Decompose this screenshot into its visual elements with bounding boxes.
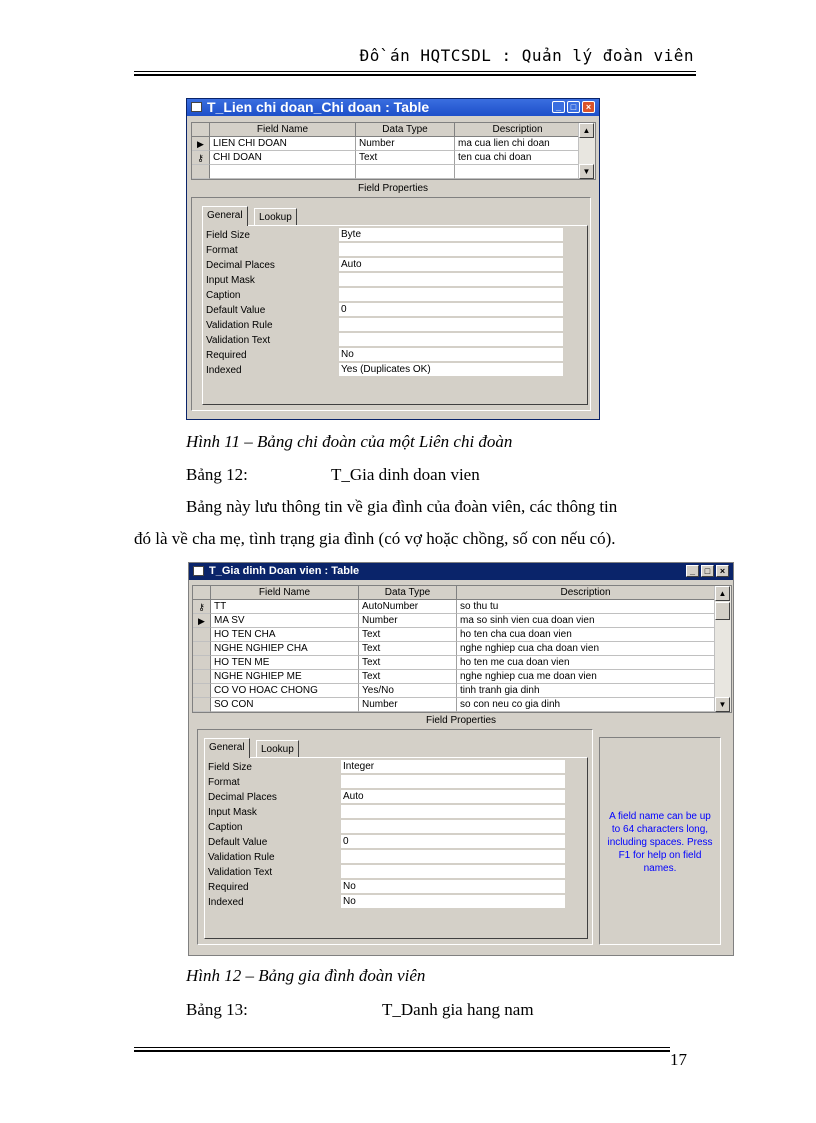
window-2-titlebar[interactable] — [189, 563, 733, 580]
prop-input-mask[interactable]: Input Mask — [203, 273, 563, 288]
field-properties-label: Field Properties — [425, 715, 497, 726]
col-data-type[interactable]: Data Type — [359, 586, 457, 600]
table-row[interactable]: ▶ MA SV Number ma so sinh vien cua doan vien — [193, 614, 715, 628]
field-properties-label: Field Properties — [357, 183, 429, 194]
grid-scrollbar[interactable] — [714, 586, 731, 712]
key-icon[interactable]: ⚷ — [193, 600, 211, 614]
prop-validation-text[interactable]: Validation Text — [203, 333, 563, 348]
minimize-button[interactable]: _ — [552, 101, 565, 113]
table-design-window-2[interactable] — [188, 562, 734, 956]
col-field-name[interactable]: Field Name — [210, 123, 356, 137]
field-grid[interactable] — [191, 122, 596, 180]
close-button[interactable]: × — [716, 565, 729, 577]
scroll-up-arrow[interactable]: ▲ — [715, 586, 730, 601]
window-1-titlebar[interactable] — [187, 99, 599, 116]
table-row[interactable] — [192, 165, 581, 179]
prop-caption[interactable]: Caption — [205, 820, 565, 835]
table-13-name: T_Danh gia hang nam — [382, 1000, 534, 1019]
prop-default-value[interactable]: Default Value 0 — [205, 835, 565, 850]
row-selector[interactable]: ▶ — [193, 614, 211, 628]
close-button[interactable]: × — [582, 101, 595, 113]
grid-header — [193, 586, 715, 600]
header-rule-thick — [134, 74, 696, 76]
col-field-name[interactable]: Field Name — [211, 586, 359, 600]
table-row[interactable]: NGHE NGHIEP ME Text nghe nghiep cua me doan vien — [193, 670, 715, 684]
table-icon — [191, 102, 202, 112]
prop-input-mask[interactable]: Input Mask — [205, 805, 565, 820]
prop-required[interactable]: Required No — [203, 348, 563, 363]
table-icon — [193, 566, 204, 576]
hint-panel — [599, 737, 721, 945]
prop-required[interactable]: Required No — [205, 880, 565, 895]
figure-caption-11: Hình 11 – Bảng chi đoàn của một Liên chi đoàn — [186, 432, 513, 451]
scroll-down-arrow[interactable]: ▼ — [715, 697, 730, 712]
prop-indexed[interactable]: Indexed No — [205, 895, 565, 910]
table-design-window-1[interactable] — [186, 98, 600, 420]
prop-validation-rule[interactable]: Validation Rule — [203, 318, 563, 333]
window-1-title: T_Lien chi doan_Chi doan : Table — [207, 99, 430, 115]
scroll-thumb[interactable] — [715, 602, 730, 620]
prop-caption[interactable]: Caption — [203, 288, 563, 303]
table-row[interactable]: ▶ LIEN CHI DOAN Number ma cua lien chi doan — [192, 137, 581, 151]
table-row[interactable]: ⚷ CHI DOAN Text ten cua chi doan — [192, 151, 581, 165]
general-properties — [202, 225, 588, 405]
minimize-button[interactable]: _ — [686, 565, 699, 577]
prop-indexed[interactable]: Indexed Yes (Duplicates OK) — [203, 363, 563, 378]
scroll-up-arrow[interactable]: ▲ — [579, 123, 594, 138]
table-13-label: Bảng 13: — [186, 1000, 248, 1019]
prop-field-size[interactable]: Field Size Byte — [203, 228, 563, 243]
grid-scrollbar[interactable] — [578, 123, 595, 179]
maximize-button[interactable]: □ — [567, 101, 580, 113]
properties-panel — [191, 197, 591, 411]
prop-validation-rule[interactable]: Validation Rule — [205, 850, 565, 865]
col-description[interactable]: Description — [455, 123, 581, 137]
col-description[interactable]: Description — [457, 586, 715, 600]
table-row[interactable]: ⚷ TT AutoNumber so thu tu — [193, 600, 715, 614]
table-12-name: T_Gia dinh doan vien — [331, 465, 480, 484]
prop-field-size[interactable]: Field Size Integer — [205, 760, 565, 775]
table-row[interactable]: HO TEN CHA Text ho ten cha cua doan vien — [193, 628, 715, 642]
prop-decimal-places[interactable]: Decimal Places Auto — [205, 790, 565, 805]
footer-rule — [134, 1047, 670, 1048]
tab-general[interactable]: General — [204, 738, 250, 758]
general-properties — [204, 757, 588, 939]
table-row[interactable]: CO VO HOAC CHONG Yes/No tinh tranh gia dinh — [193, 684, 715, 698]
paragraph-line-1: Bảng này lưu thông tin về gia đình của đoàn viên, các thông tin — [186, 497, 618, 516]
scroll-down-arrow[interactable]: ▼ — [579, 164, 594, 179]
field-name-hint: A field name can be up to 64 characters long, including spaces. Press F1 for help on field names. — [607, 811, 713, 874]
col-data-type[interactable]: Data Type — [356, 123, 455, 137]
prop-format[interactable]: Format — [203, 243, 563, 258]
window-2-title: T_Gia dinh Doan vien : Table — [209, 565, 360, 577]
page-header: Đồ án HQTCSDL : Quản lý đoàn viên — [359, 46, 694, 65]
table-row[interactable]: HO TEN ME Text ho ten me cua doan vien — [193, 656, 715, 670]
key-icon[interactable]: ⚷ — [192, 151, 210, 165]
table-12-label: Bảng 12: — [186, 465, 248, 484]
prop-validation-text[interactable]: Validation Text — [205, 865, 565, 880]
tab-lookup[interactable]: Lookup — [256, 740, 299, 758]
properties-panel — [197, 729, 593, 945]
prop-decimal-places[interactable]: Decimal Places Auto — [203, 258, 563, 273]
footer-rule-thick — [134, 1050, 670, 1052]
tab-general[interactable]: General — [202, 206, 248, 226]
prop-format[interactable]: Format — [205, 775, 565, 790]
grid-header — [192, 123, 581, 137]
prop-default-value[interactable]: Default Value 0 — [203, 303, 563, 318]
page-number: 17 — [670, 1050, 687, 1069]
maximize-button[interactable]: □ — [701, 565, 714, 577]
tab-lookup[interactable]: Lookup — [254, 208, 297, 226]
table-row[interactable]: NGHE NGHIEP CHA Text nghe nghiep cua cha doan vien — [193, 642, 715, 656]
paragraph-line-2: đó là về cha mẹ, tình trạng gia đình (có vợ hoặc chồng, số con nếu có). — [134, 529, 616, 548]
table-row[interactable]: SO CON Number so con neu co gia dinh — [193, 698, 715, 712]
row-selector[interactable]: ▶ — [192, 137, 210, 151]
header-rule — [134, 71, 696, 72]
figure-caption-12: Hình 12 – Bảng gia đình đoàn viên — [186, 966, 426, 985]
field-grid[interactable] — [192, 585, 732, 713]
